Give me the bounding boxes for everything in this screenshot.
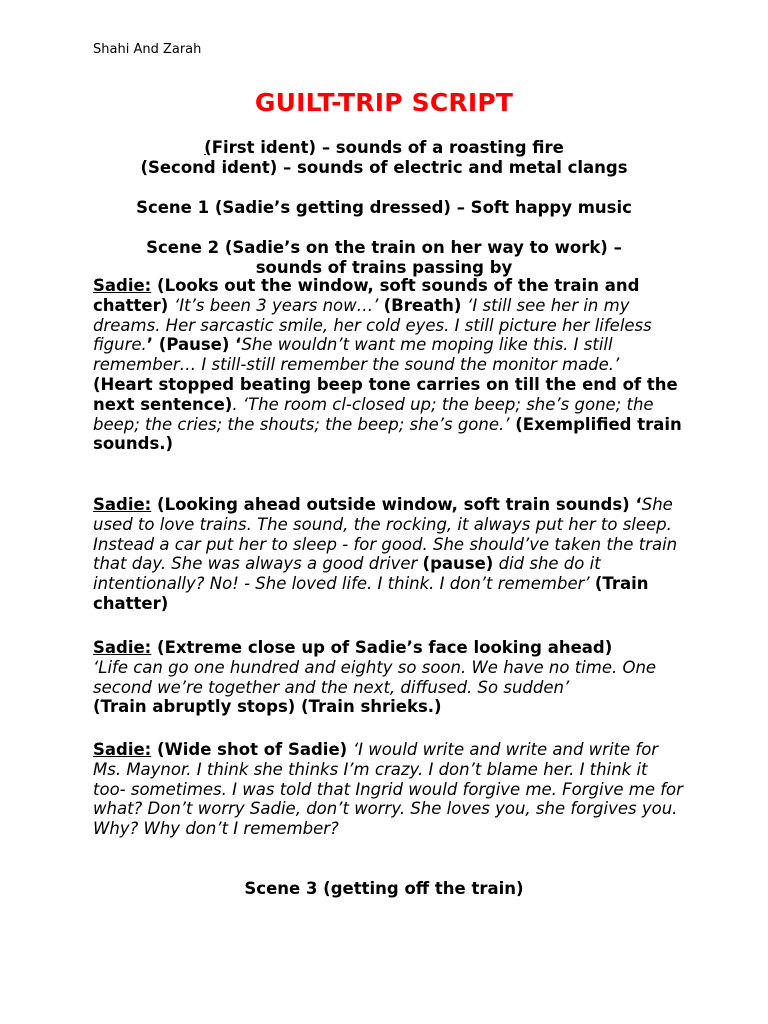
dialogue: ‘I still see her in my dreams. Her sarcastic smile, her cold eyes. I still picture her lifeless figure.	[93, 295, 652, 355]
paragraph-3	[93, 638, 683, 717]
scene-2-heading-line-2: sounds of trains passing by	[255, 258, 513, 277]
stage-direction: (Train chatter)	[93, 574, 649, 613]
stage-direction: (Heart stopped beating beep tone carries on till the end of the next sentence)	[93, 374, 678, 414]
stage-direction: ’ (Pause) ‘	[146, 335, 242, 355]
stage-direction: (Exemplified train sounds.)	[93, 414, 682, 454]
first-ident-paren: (	[204, 138, 212, 157]
stage-direction-paren: (	[151, 638, 165, 657]
paragraph-3-line-1	[93, 638, 683, 658]
scene-1-heading: Scene 1 (Sadie’s getting dressed) – Soft happy music	[136, 198, 632, 217]
dialogue: ‘It’s been 3 years now…’	[174, 295, 384, 315]
speaker-label: Sadie:	[93, 276, 152, 295]
header-authors: Shahi And Zarah	[93, 42, 202, 57]
dialogue: ‘I would write and write and write for Ms. Maynor. I think she thinks I’m crazy. I don’t blame her. I think it too- sometimes. I was told that Ingrid would forgive me. Forgive me for what? Don’t worry Sadie, don’t worry. She loves you, she forgives you. Why? Why don’t I remember?	[93, 740, 683, 839]
dialogue: She used to love trains. The sound, the rocking, it always put her to sleep. Instead a car put her to sleep - for good. She should’ve taken the train that day. She was always a good driver	[93, 495, 678, 574]
dialogue: did she do it intentionally? No! - She loved life. I think. I don’t remember’	[93, 554, 601, 594]
second-ident-line: (Second ident) – sounds of electric and metal clangs	[140, 158, 628, 177]
stage-direction: (Looking ahead outside window, soft train sounds) ‘	[151, 495, 642, 514]
paragraph-3-closing	[93, 697, 683, 717]
paragraph-1	[93, 276, 683, 454]
speaker-label: Sadie:	[93, 495, 152, 514]
speaker-label: Sadie:	[93, 740, 152, 759]
stage-direction: (pause)	[422, 554, 494, 574]
scene-2-heading-line-1: Scene 2 (Sadie’s on the train on her way to work) –	[146, 238, 622, 257]
first-ident-text: First ident) – sounds of a roasting fire	[211, 138, 564, 157]
stage-direction: (Breath)	[383, 295, 468, 315]
stage-direction-paren: (	[151, 740, 165, 759]
page-title: GUILT-TRIP SCRIPT	[254, 88, 514, 117]
paragraph-3-dialogue	[93, 658, 683, 698]
first-ident-line	[80, 138, 688, 158]
stage-direction: Extreme close up of Sadie’s face looking ahead)	[164, 638, 613, 657]
stage-direction: (Looks out the window, soft sounds of the train and chatter)	[93, 276, 640, 315]
paragraph-4	[93, 740, 683, 839]
speaker-label: Sadie:	[93, 638, 152, 657]
stage-direction: Wide shot of Sadie)	[164, 740, 353, 759]
dialogue: . ‘The room cl-closed up; the beep; she’s gone; the beep; the cries; the shouts; the beep; she’s gone.’	[93, 394, 654, 434]
stage-direction: (Train abruptly stops) (Train shrieks.)	[93, 697, 442, 717]
scene-3-heading: Scene 3 (getting off the train)	[244, 879, 524, 898]
dialogue: ‘Life can go one hundred and eighty so soon. We have no time. One second we’re together and the next, diffused. So sudden’	[93, 657, 657, 697]
paragraph-2	[93, 495, 683, 614]
dialogue: She wouldn’t want me moping like this. I still remember… I still-still remember the sound the monitor made.’	[93, 335, 620, 375]
